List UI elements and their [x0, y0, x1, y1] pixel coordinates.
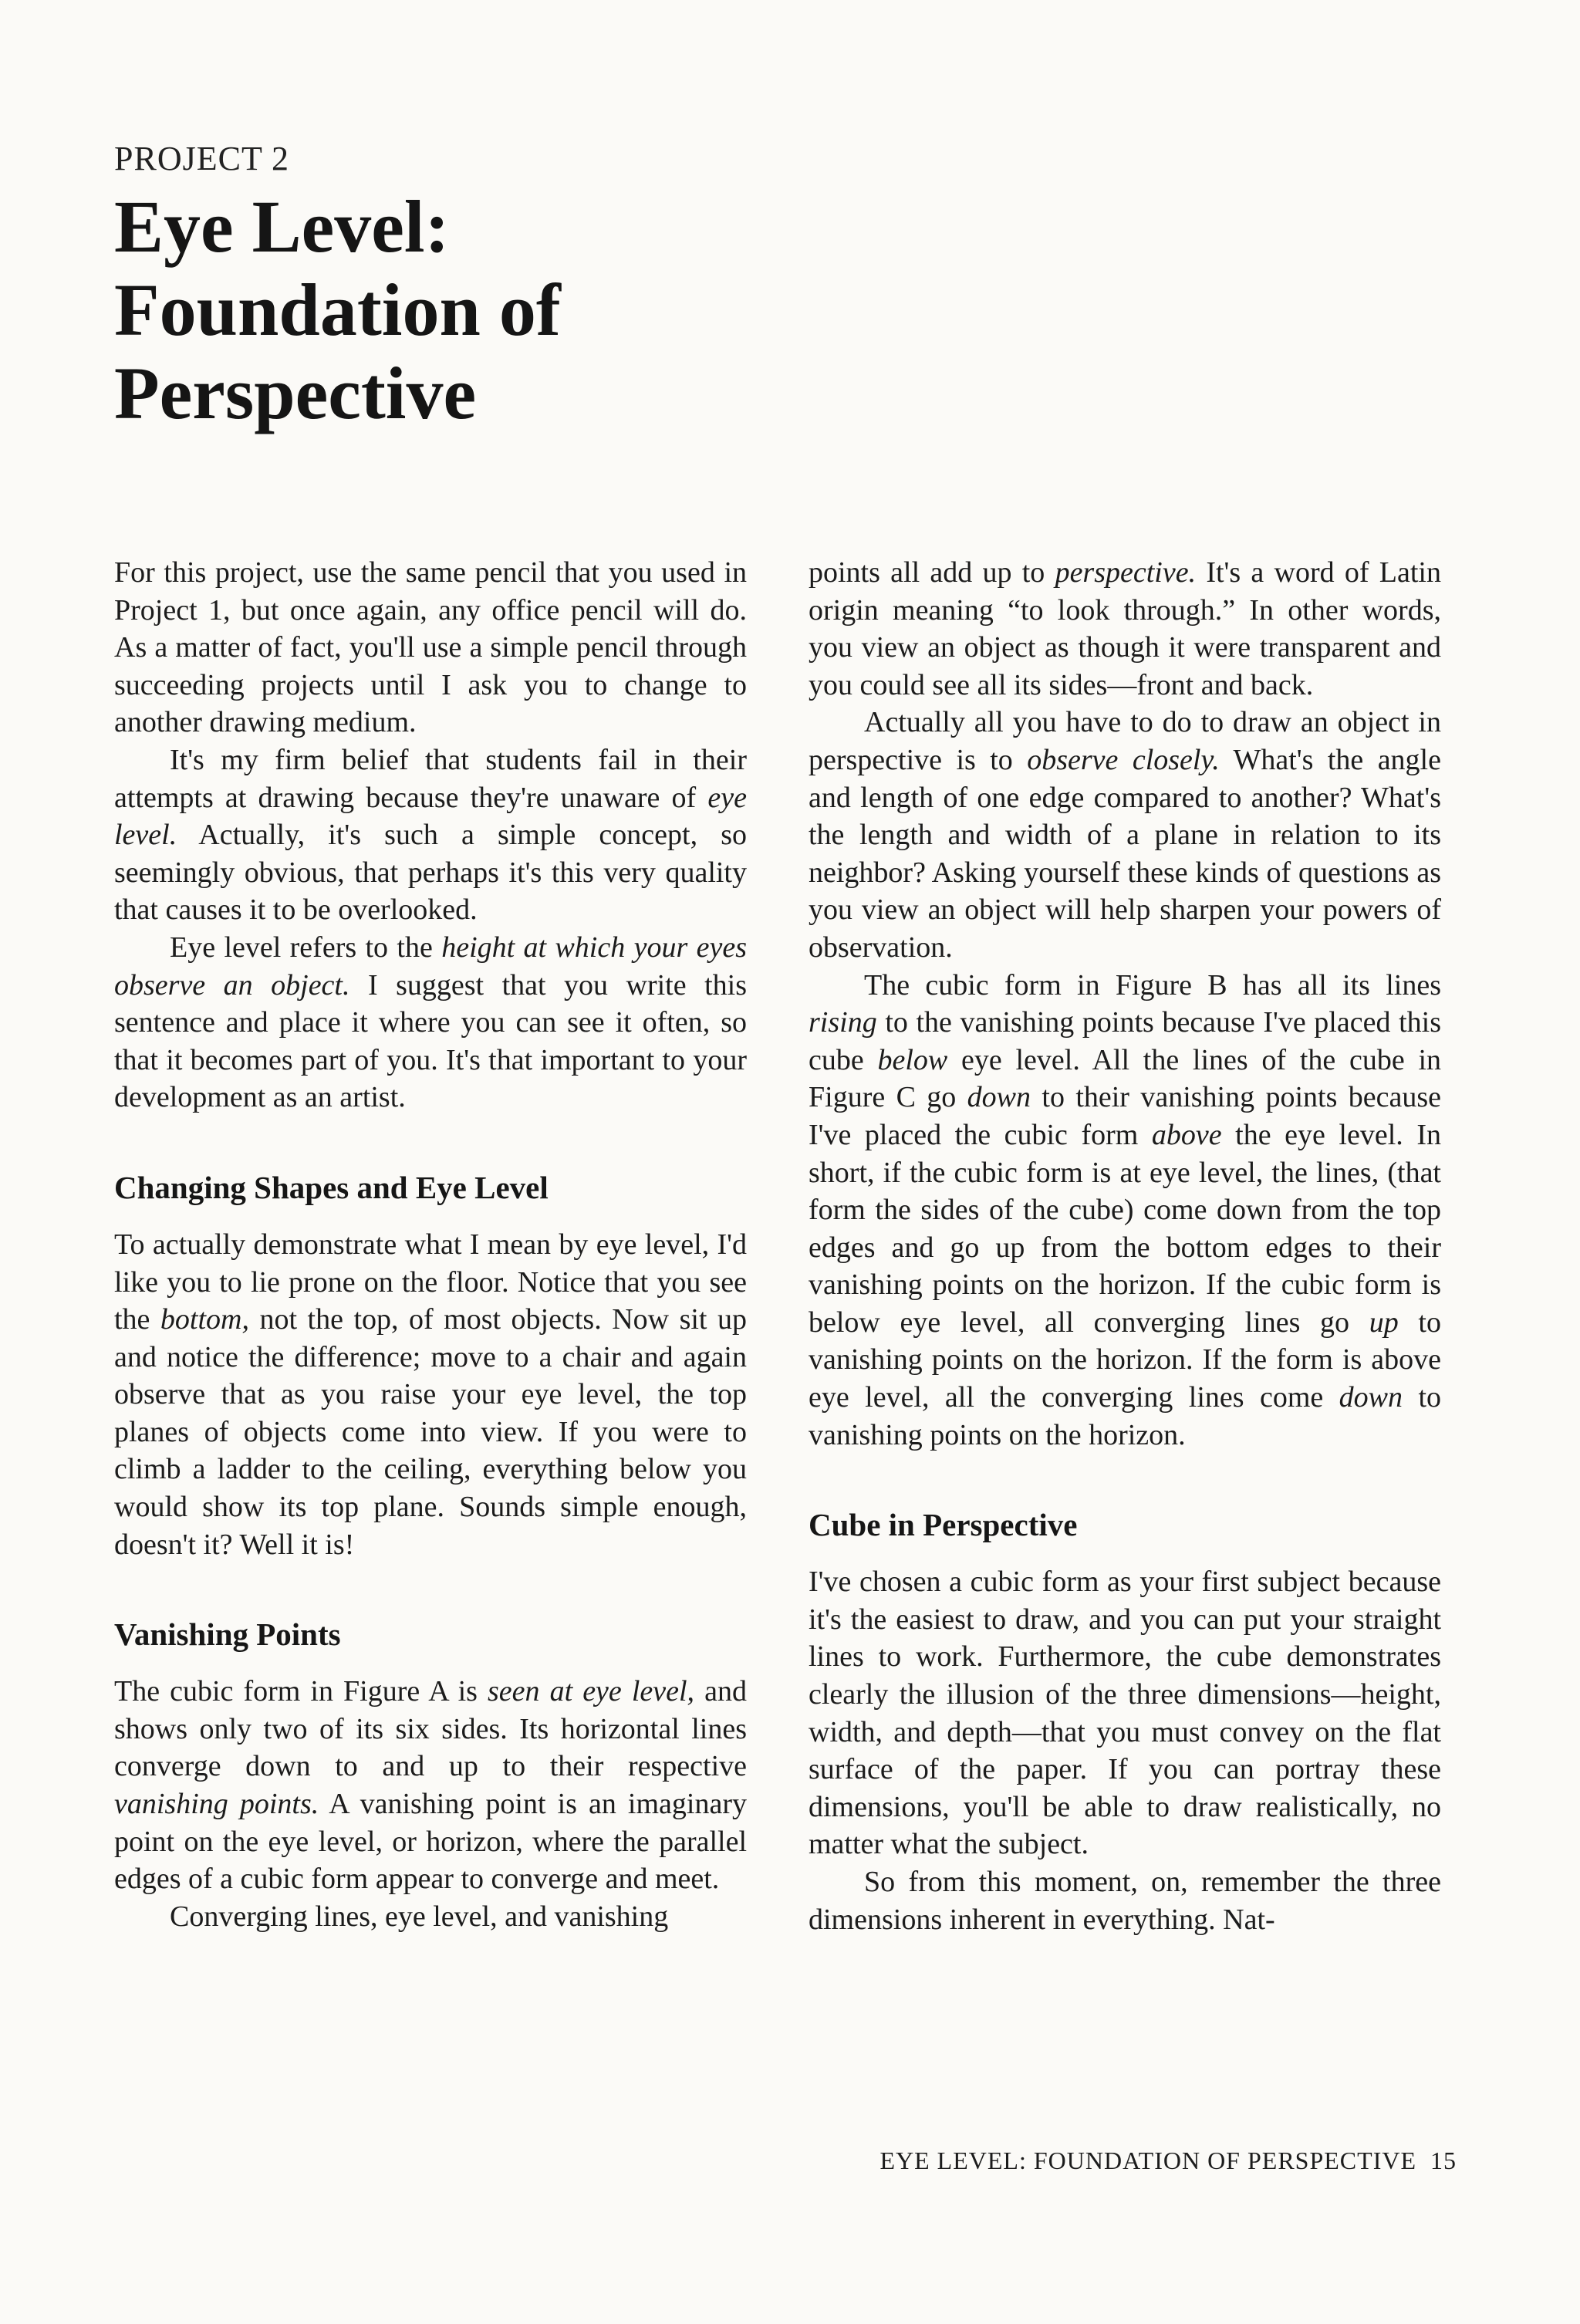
paragraph: The cubic form in Figure A is seen at eye level, and shows only two of its six sides. Its horizontal lines converge down to and up to their respective vanishing points. A vanishing point is an imaginary point on the eye level, or horizon, where the parallel edges of a cubic form appear to converge and meet.	[114, 1675, 747, 1896]
section-heading-cube-in-perspective: Cube in Perspective	[809, 1507, 1078, 1543]
left-column	[114, 554, 747, 1935]
project-label: PROJECT 2	[114, 140, 290, 177]
chapter-title-line-3: Perspective	[114, 352, 477, 434]
paragraph: The cubic form in Figure B has all its lines rising to the vanishing points because I've placed this cube below eye level. All the lines of the cube in Figure C go down to their vanishing points because I've placed the cubic form above the eye level. In short, if the cubic form is at eye level, the lines, (that form the sides of the cube) come down from the top edges and go up from the bottom edges to their vanishing points on the horizon. If the cubic form is below eye level, all converging lines go up to vanishing points on the horizon. If the form is above eye level, all the converging lines come down to vanishing points on the horizon.	[809, 968, 1442, 1451]
running-footer	[824, 2145, 1457, 2176]
chapter-title	[114, 185, 809, 435]
paragraph: Eye level refers to the height at which your eyes observe an object. I suggest that you write this sentence and place it where you can see it often, so that it becomes part of you. It's that important to your development as an artist.	[114, 931, 747, 1114]
paragraph: To actually demonstrate what I mean by eye level, I'd like you to lie prone on the floor. Notice that you see the bottom, not the top, of most objects. Now sit up and notice the difference; move to a chair and again observe that as you raise your eye level, the top planes of objects come into view. If you were to climb a ladder to the ceiling, everything below you would show its top plane. Sounds simple enough, doesn't it? Well it is!	[114, 1228, 747, 1561]
paragraph: So from this moment, on, remember the three dimensions inherent in everything. Nat-	[809, 1866, 1441, 1936]
paragraph: It's my firm belief that students fail in their attempts at drawing because they're unaware of eye level. Actually, it's such a simple concept, so seemingly obvious, that perhaps it's this very quality that causes it to be overlooked.	[114, 743, 747, 927]
paragraph: Actually all you have to do to draw an object in perspective is to observe closely. What's the angle and length of one edge compared to another? What's the length and width of a plane in relation to its neighbor? Asking yourself these kinds of questions as you view an object will help sharpen your powers of observation.	[809, 706, 1441, 964]
paragraph: For this project, use the same pencil that you used in Project 1, but once again, any office pencil will do. As a matter of fact, you'll use a simple pencil through succeeding projects until I ask you to change to another drawing medium.	[114, 556, 747, 739]
running-title: EYE LEVEL: FOUNDATION OF PERSPECTIVE	[879, 2147, 1416, 2174]
paragraph: points all add up to perspective. It's a word of Latin origin meaning “to look through.” In other words, you view an object as though it were transparent and you could see all its sides—front and back.	[809, 556, 1441, 701]
paragraph: Converging lines, eye level, and vanishing	[170, 1900, 669, 1933]
paragraph: I've chosen a cubic form as your first subject because it's the easiest to draw, and you can put your straight lines to work. Furthermore, the cube demonstrates clearly the illusion of the three dimensions—height, width, and depth—that you must convey on the flat surface of the paper. If you can portray these dimensions, you'll be able to draw realistically, no matter what the subject.	[809, 1566, 1441, 1861]
page-number: 15	[1430, 2147, 1457, 2174]
chapter-header	[114, 137, 809, 435]
chapter-title-line-2: Foundation of	[114, 269, 561, 351]
right-column	[809, 554, 1441, 1938]
chapter-title-line-1: Eye Level:	[114, 185, 450, 268]
section-heading-vanishing-points: Vanishing Points	[114, 1616, 341, 1653]
section-heading-changing-shapes: Changing Shapes and Eye Level	[114, 1169, 549, 1205]
